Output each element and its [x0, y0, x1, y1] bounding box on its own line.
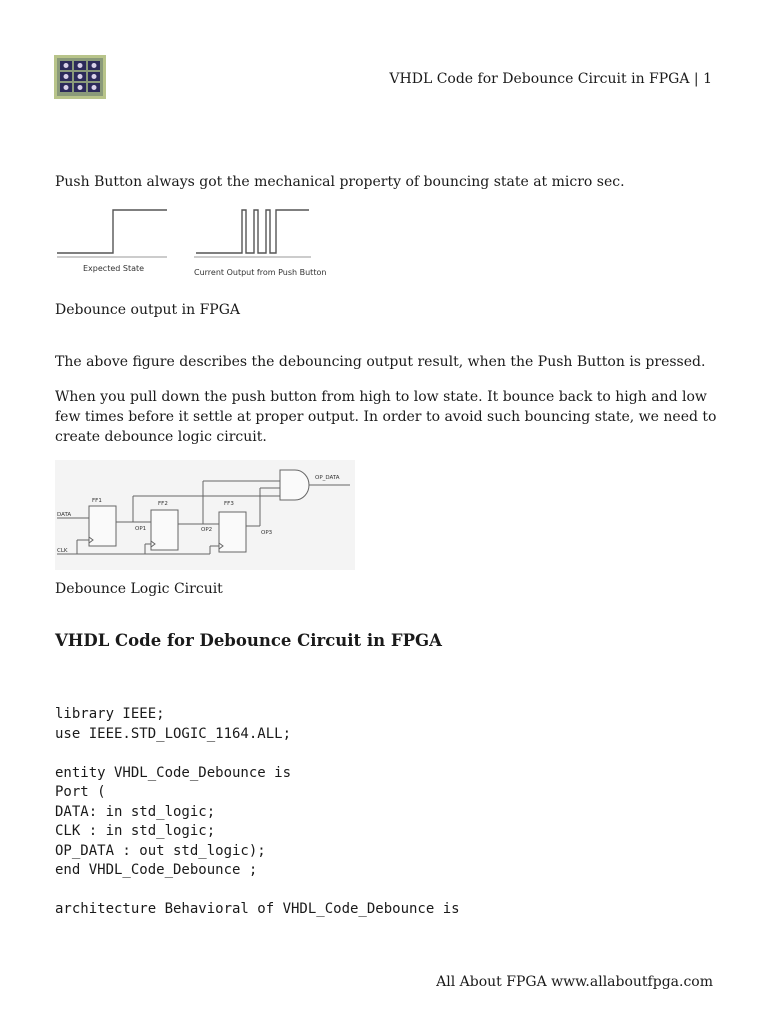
- footer-text: All About FPGA www.allaboutfpga.com: [436, 974, 713, 990]
- figure1-caption: Debounce output in FPGA: [55, 302, 241, 318]
- clk-input-label: CLK: [57, 548, 68, 554]
- above-figure-paragraph: The above figure describes the debouncing output result, when the Push Button is pressed.: [55, 354, 706, 370]
- bounce-waveform-figure: [55, 205, 345, 280]
- ff1-label: FF1: [92, 498, 102, 504]
- push-button-output-waveform: [196, 210, 309, 253]
- pull-down-line-2: few times before it settle at proper output. In order to avoid such bouncing state, we need to: [55, 409, 717, 425]
- header-title: VHDL Code for Debounce Circuit in FPGA | 1: [389, 71, 712, 87]
- op2-label: OP2: [201, 527, 213, 533]
- chip-logo-icon: [54, 55, 106, 99]
- ff3-label: FF3: [224, 501, 234, 507]
- pull-down-line-3: create debounce logic circuit.: [55, 429, 267, 445]
- debounce-circuit-diagram: [55, 460, 355, 570]
- pull-down-line-1: When you pull down the push button from high to low state. It bounce back to high and low: [55, 389, 707, 405]
- expected-state-waveform: [57, 210, 167, 253]
- current-output-label: Current Output from Push Button: [194, 268, 327, 277]
- vhdl-code-block: library IEEE; use IEEE.STD_LOGIC_1164.ALL; entity VHDL_Code_Debounce is Port ( DATA: in std_logic; CLK : in std_logic; OP_DATA : out std_logic); end VHDL_Code_Debounce ; architecture Behavioral of VHDL_Code_Debounce is: [55, 706, 460, 917]
- figure2-caption: Debounce Logic Circuit: [55, 581, 223, 597]
- ff2-label: FF2: [158, 501, 168, 507]
- data-input-label: DATA: [57, 512, 72, 518]
- op1-label: OP1: [135, 526, 147, 532]
- op-data-label: OP_DATA: [315, 475, 340, 481]
- expected-state-label: Expected State: [83, 264, 145, 273]
- op3-label: OP3: [261, 530, 273, 536]
- and-gate: [280, 470, 309, 500]
- section-heading: VHDL Code for Debounce Circuit in FPGA: [55, 631, 442, 650]
- intro-paragraph: Push Button always got the mechanical property of bouncing state at micro sec.: [55, 174, 625, 190]
